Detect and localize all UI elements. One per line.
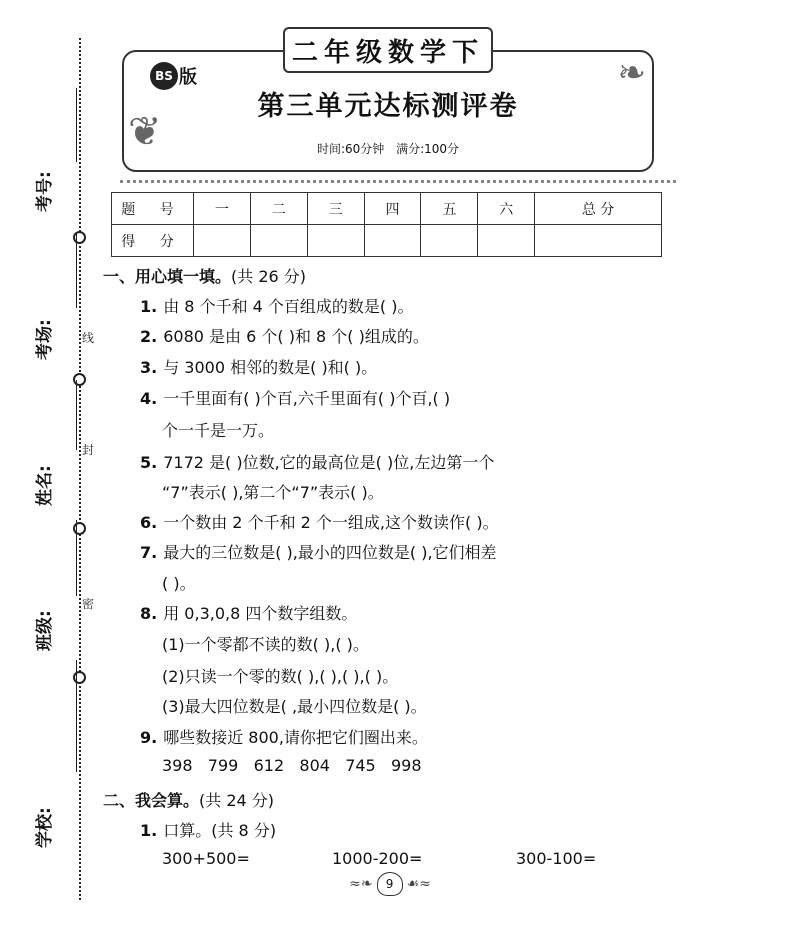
exam-number-label: 考号: <box>35 171 55 212</box>
section-2-question-1 <box>140 818 276 841</box>
school-line[interactable] <box>76 660 77 772</box>
question-5-number: 5. <box>140 453 158 472</box>
score-header-total: 总 分 <box>535 193 662 225</box>
punch-hole-3 <box>73 522 86 535</box>
section-2-points: (共 24 分) <box>199 791 275 810</box>
question-5-text: 7172 是( )位数,它的最高位是( )位,左边第一个 <box>163 453 495 472</box>
score-header-3: 三 <box>307 193 364 225</box>
question-8-part-2: (2)只读一个零的数( ),( ),( ),( )。 <box>162 667 399 686</box>
section-2-heading <box>103 788 274 811</box>
mental-calc-3: 300-100= <box>516 849 597 868</box>
question-9-text: 哪些数接近 800,请你把它们圈出来。 <box>163 728 428 747</box>
punch-hole-1 <box>73 231 86 244</box>
score-table <box>111 192 662 257</box>
score-table-header-row <box>112 193 662 225</box>
section-2-title: 二、我会算。 <box>103 791 200 810</box>
exam-info <box>122 140 654 157</box>
question-7-number: 7. <box>140 543 158 562</box>
question-6-number: 6. <box>140 513 158 532</box>
seal-char-mi: 密 <box>82 597 95 611</box>
question-7-text: 最大的三位数是( ),最小的四位数是( ),它们相差 <box>163 543 497 562</box>
question-5-continued: “7”表示( ),第二个“7”表示( )。 <box>162 483 384 502</box>
binding-strip <box>0 0 100 930</box>
question-4 <box>140 386 450 409</box>
question-3-number: 3. <box>140 358 158 377</box>
exam-time: 时间:60分钟 <box>316 142 385 156</box>
score-cell-5[interactable] <box>421 225 478 257</box>
mental-calc-1: 300+500= <box>162 849 250 868</box>
score-cell-6[interactable] <box>478 225 535 257</box>
question-1 <box>140 294 414 317</box>
question-6 <box>140 510 499 533</box>
punch-hole-2 <box>73 373 86 386</box>
punch-hole-4 <box>73 671 86 684</box>
score-cell-total[interactable] <box>535 225 662 257</box>
question-2-number: 2. <box>140 327 158 346</box>
score-row-label: 得 分 <box>112 225 194 257</box>
question-5 <box>140 450 494 473</box>
question-8-part-1: (1)一个零都不读的数( ),( )。 <box>162 635 369 654</box>
question-3 <box>140 355 377 378</box>
question-1-text: 由 8 个千和 4 个百组成的数是( )。 <box>163 297 414 316</box>
section-2-question-1-text: 口算。(共 8 分) <box>163 821 277 840</box>
decorative-divider <box>120 180 676 183</box>
edition-ban: 版 <box>179 67 197 88</box>
mental-calc-2: 1000-200= <box>332 849 423 868</box>
question-7 <box>140 540 497 563</box>
section-1-title: 一、用心填一填。 <box>103 267 232 286</box>
class-label: 班级: <box>35 610 55 651</box>
question-1-number: 1. <box>140 297 158 316</box>
page-title: 第三单元达标测评卷 <box>257 91 519 122</box>
wing-left-icon: ≈❧ <box>349 876 373 892</box>
name-label: 姓名: <box>35 465 55 506</box>
section-2-question-1-number: 1. <box>140 821 158 840</box>
page-number-ornament <box>335 872 445 896</box>
score-header-4: 四 <box>364 193 421 225</box>
question-3-text: 与 3000 相邻的数是( )和( )。 <box>163 358 378 377</box>
question-8-number: 8. <box>140 604 158 623</box>
page-number: 9 <box>377 872 403 896</box>
score-cell-1[interactable] <box>194 225 251 257</box>
question-9 <box>140 725 428 748</box>
exam-room-label: 考场: <box>35 319 55 360</box>
score-header-label: 题 号 <box>112 193 194 225</box>
section-1-points: (共 26 分) <box>231 267 307 286</box>
question-2-text: 6080 是由 6 个( )和 8 个( )组成的。 <box>163 327 429 346</box>
name-line[interactable] <box>76 380 77 450</box>
score-header-5: 五 <box>421 193 478 225</box>
wing-right-icon: ☙≈ <box>406 876 431 892</box>
question-4-number: 4. <box>140 389 158 408</box>
score-table-score-row <box>112 225 662 257</box>
score-cell-2[interactable] <box>250 225 307 257</box>
exam-room-line[interactable] <box>76 232 77 308</box>
score-header-1: 一 <box>194 193 251 225</box>
question-6-text: 一个数由 2 个千和 2 个一组成,这个数读作( )。 <box>163 513 499 532</box>
floral-ornament-right-icon: ❧ <box>617 53 646 93</box>
grade-banner: 二年级数学下 <box>283 27 493 73</box>
question-2 <box>140 324 429 347</box>
question-8 <box>140 601 357 624</box>
question-9-number: 9. <box>140 728 158 747</box>
question-7-continued: ( )。 <box>162 574 196 593</box>
section-1-heading <box>103 264 306 287</box>
question-8-part-3: (3)最大四位数是( ,最小四位数是( )。 <box>162 697 427 716</box>
class-line[interactable] <box>76 520 77 596</box>
seal-char-xian: 线 <box>82 331 95 345</box>
seal-char-feng: 封 <box>82 443 95 457</box>
cut-line <box>79 38 81 900</box>
floral-ornament-left-icon: ❦ <box>128 109 162 155</box>
question-4-continued: 个一千是一万。 <box>162 421 275 440</box>
score-cell-3[interactable] <box>307 225 364 257</box>
score-header-6: 六 <box>478 193 535 225</box>
question-9-numbers[interactable]: 398 799 612 804 745 998 <box>162 756 422 775</box>
school-label: 学校: <box>35 807 55 848</box>
score-cell-4[interactable] <box>364 225 421 257</box>
question-8-text: 用 0,3,0,8 四个数字组数。 <box>163 604 358 623</box>
edition-bs: BS <box>150 62 178 90</box>
score-header-2: 二 <box>250 193 307 225</box>
exam-number-line[interactable] <box>76 88 77 162</box>
question-4-text: 一千里面有( )个百,六千里面有( )个百,( ) <box>163 389 451 408</box>
exam-full-score: 满分:100分 <box>396 142 460 156</box>
